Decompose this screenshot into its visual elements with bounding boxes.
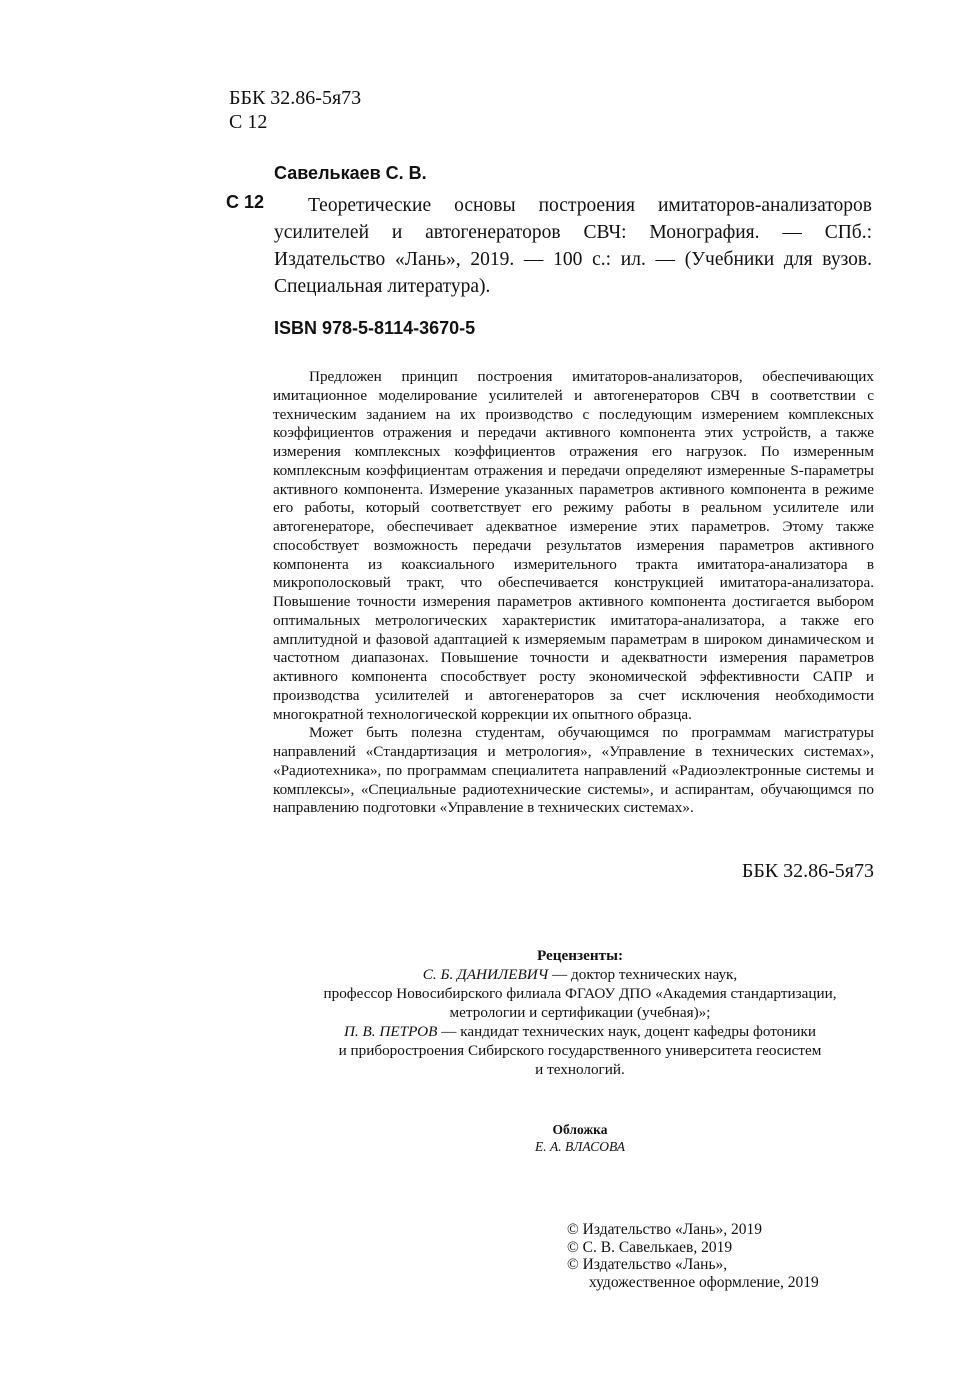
- author-mark: С 12: [229, 111, 268, 133]
- audience-paragraph: Может быть полезна студентам, обучающимся по программам магистратуры направлений «Стандартизация и метрология», «Управление в технических системах», «Радиотехника», по программам специалитета направлений «Радиоэлектронные системы и комплексы», «Специальные радиотехнические системы», и аспирантам, обучающимся по направлению подготовки «Управление в технических системах».: [273, 724, 874, 817]
- reviewer-2-title: — кандидат технических наук, доцент кафедры фотоники: [437, 1023, 817, 1040]
- copyright-block: [567, 1221, 819, 1291]
- copyright-line-3: © Издательство «Лань»,: [567, 1256, 728, 1273]
- reviewer-1-title: — доктор технических наук,: [548, 966, 738, 983]
- bbk-header: [229, 86, 361, 134]
- author-mark-bold: С 12: [226, 192, 265, 212]
- reviewers-block: [230, 946, 930, 1079]
- bibliographic-description: Теоретические основы построения имитаторов-анализаторов усилителей и автогенераторов СВЧ: Монография. — СПб.: Издательство «Лань», 2019. — 100 с.: ил. — (Учебники для вузов. Специальная литература).: [274, 195, 872, 297]
- reviewer-2-name: П. В. ПЕТРОВ: [343, 1023, 438, 1040]
- bbk-code-bottom: ББК 32.86-5я73: [741, 860, 874, 882]
- reviewer-1-affiliation: профессор Новосибирского филиала ФГАОУ ДПО «Академия стандартизации,: [323, 985, 837, 1002]
- bbk-code: ББК 32.86-5я73: [229, 87, 362, 109]
- reviewer-1-name: С. Б. ДАНИЛЕВИЧ: [422, 966, 549, 983]
- author-name: Савелькаев С. В.: [274, 163, 427, 183]
- copyright-line-1: © Издательство «Лань», 2019: [567, 1221, 763, 1238]
- cover-designer: Е. А. ВЛАСОВА: [534, 1139, 626, 1154]
- isbn: ISBN 978-5-8114-3670-5: [274, 318, 476, 338]
- cover-credit: [430, 1121, 730, 1155]
- reviewer-2-affiliation: и приборостроения Сибирского государственного университета геосистем: [338, 1042, 822, 1059]
- reviewer-2: [230, 1022, 930, 1041]
- reviewer-2-affiliation-cont: и технологий.: [535, 1061, 625, 1078]
- reviewers-heading: Рецензенты:: [536, 947, 624, 964]
- abstract: [273, 368, 874, 818]
- reviewer-1: [230, 965, 930, 984]
- copyright-line-3-cont: художественное оформление, 2019: [589, 1273, 819, 1291]
- copyright-line-2: © С. В. Савелькаев, 2019: [567, 1238, 733, 1256]
- cover-heading: Обложка: [552, 1122, 608, 1137]
- reviewer-1-affiliation-cont: метрологии и сертификации (учебная)»;: [449, 1004, 711, 1021]
- abstract-paragraph: Предложен принцип построения имитаторов-анализаторов, обеспечивающих имитационное моделирование усилителей и автогенераторов СВЧ в соответствии с техническим заданием на их производство с последующим измерением комплексных коэффициентов отражения и передачи активного компонента этих устройств, а также измерения комплексных коэффициентов отражения его нагрузок. По измеренным комплексным коэффициентам отражения и передачи определяют измеренные S-параметры активного компонента. Измерение указанных параметров активного компонента в режиме его работы, который соответствует его режиму работы в реальном усилителе или автогенераторе, обеспечивает адекватное измерение этих параметров. Этому также способствует возможность передачи результатов измерения параметров активного компонента из коаксиального измерительного тракта имитатора-анализатора в микрополосковый тракт, что обеспечивается конструкцией имитатора-анализатора. Повышение точности измерения параметров активного компонента достигается выбором оптимальных метрологических характеристик имитатора-анализатора, а также его амплитудной и фазовой адаптацией к измеряемым параметрам в широком динамическом и частотном диапазонах. Повышение точности и адекватности измерения параметров активного компонента способствует росту экономической эффективности САПР и производства усилителей и автогенераторов за счет исключения необходимости многократной технологической коррекции их опытного образца.: [273, 368, 874, 723]
